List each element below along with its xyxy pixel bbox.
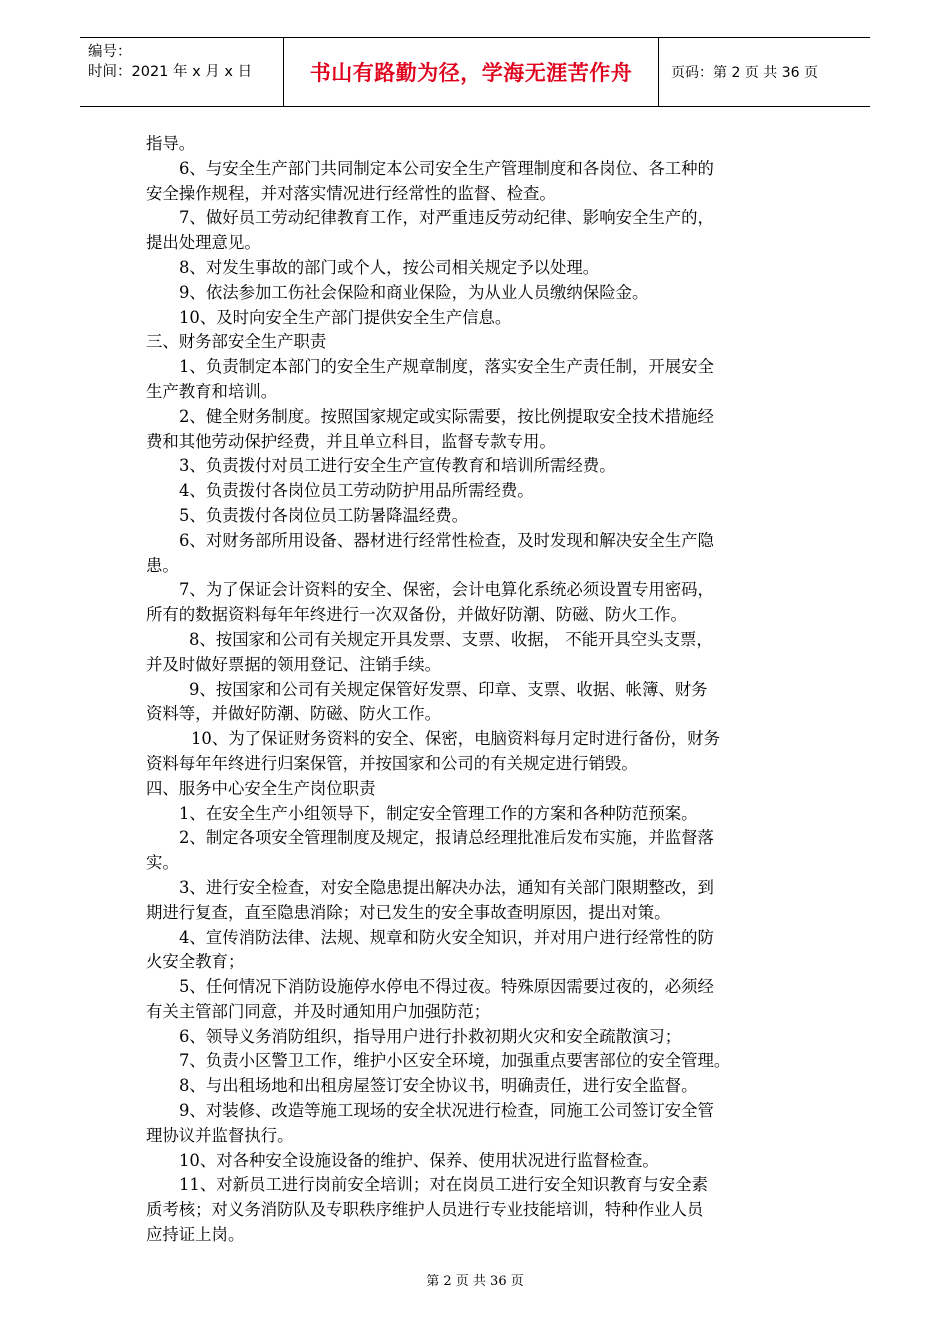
header-meta — [80, 38, 283, 106]
text-line: 4、负责拨付各岗位员工劳动防护用品所需经费。 — [179, 481, 534, 501]
text-line: 实。 — [146, 853, 179, 873]
text-line: 所有的数据资料每年年终进行一次双备份，并做好防潮、防磁、防火工作。 — [146, 605, 687, 625]
text-line: 9、按国家和公司有关规定保管好发票、印章、支票、收据、帐簿、财务 — [189, 679, 708, 699]
text-line: 期进行复查，直至隐患消除；对已发生的安全事故查明原因，提出对策。 — [146, 902, 671, 922]
text-line: 有关主管部门同意，并及时通知用户加强防范； — [146, 1001, 491, 1021]
text-line: 三、财务部安全生产职责 — [146, 332, 327, 352]
page-footer: 第 2 页 共 36 页 — [426, 1274, 524, 1289]
text-line: 提出处理意见。 — [146, 233, 261, 253]
text-line: 4、宣传消防法律、法规、规章和防火安全知识，并对用户进行经常性的防 — [179, 927, 714, 947]
text-line: 3、进行安全检查，对安全隐患提出解决办法，通知有关部门限期整改，到 — [179, 877, 714, 897]
text-line: 10、及时向安全生产部门提供安全生产信息。 — [179, 307, 512, 327]
text-line: 理协议并监督执行。 — [146, 1125, 294, 1145]
text-line: 3、负责拨付对员工进行安全生产宣传教育和培训所需经费。 — [179, 456, 616, 476]
text-line: 四、服务中心安全生产岗位职责 — [146, 778, 376, 798]
text-line: 11、对新员工进行岗前安全培训；对在岗员工进行安全知识教育与安全素 — [179, 1175, 708, 1195]
text-line: 10、为了保证财务资料的安全、保密，电脑资料每月定时进行备份，财务 — [191, 729, 720, 749]
text-line: 生产教育和培训。 — [146, 381, 278, 401]
text-line: 9、对装修、改造等施工现场的安全状况进行检查，同施工公司签订安全管 — [179, 1101, 714, 1121]
text-line: 6、对财务部所用设备、器材进行经常性检查，及时发现和解决安全生产隐 — [179, 530, 714, 550]
text-line: 资料每年年终进行归案保管，并按国家和公司的有关规定进行销毁。 — [146, 753, 638, 773]
header-motto: 书山有路勤为径，学海无涯苦作舟 — [283, 38, 659, 106]
text-line: 资料等，并做好防潮、防磁、防火工作。 — [146, 704, 442, 724]
text-line: 8、对发生事故的部门或个人，按公司相关规定予以处理。 — [179, 257, 600, 277]
text-line: 8、按国家和公司有关规定开具发票、支票、收据， 不能开具空头支票， — [189, 629, 713, 649]
text-line: 安全操作规程，并对落实情况进行经常性的监督、检查。 — [146, 183, 556, 203]
text-line: 患。 — [146, 555, 179, 575]
number-label: 编号： — [88, 44, 132, 60]
text-line: 7、负责小区警卫工作，维护小区安全环境，加强重点要害部位的安全管理。 — [179, 1051, 731, 1071]
text-line: 9、依法参加工伤社会保险和商业保险，为从业人员缴纳保险金。 — [179, 282, 649, 302]
text-line: 应持证上岗。 — [146, 1225, 245, 1245]
text-line: 火安全教育； — [146, 952, 245, 972]
text-line: 费和其他劳动保护经费，并且单立科目，监督专款专用。 — [146, 431, 556, 451]
text-line: 6、与安全生产部门共同制定本公司安全生产管理制度和各岗位、各工种的 — [179, 158, 714, 178]
document-body — [146, 132, 810, 1248]
text-line: 5、任何情况下消防设施停水停电不得过夜。特殊原因需要过夜的，必须经 — [179, 977, 714, 997]
text-line: 1、负责制定本部门的安全生产规章制度，落实安全生产责任制，开展安全 — [179, 357, 714, 377]
text-line: 质考核；对义务消防队及专职秩序维护人员进行专业技能培训，特种作业人员 — [146, 1200, 704, 1220]
text-line: 7、做好员工劳动纪律教育工作，对严重违反劳动纪律、影响安全生产的， — [179, 208, 714, 228]
text-line: 并及时做好票据的领用登记、注销手续。 — [146, 654, 442, 674]
header-page-info: 页码：第 2 页 共 36 页 — [671, 65, 818, 81]
text-line: 8、与出租场地和出租房屋签订安全协议书，明确责任，进行安全监督。 — [179, 1076, 698, 1096]
time-label: 时间：2021 年 x 月 x 日 — [88, 64, 253, 80]
text-line: 6、领导义务消防组织，指导用户进行扑救初期火灾和安全疏散演习； — [179, 1026, 682, 1046]
text-line: 2、制定各项安全管理制度及规定，报请总经理批准后发布实施，并监督落 — [179, 828, 714, 848]
text-line: 10、对各种安全设施设备的维护、保养、使用状况进行监督检查。 — [179, 1150, 659, 1170]
page-header — [80, 37, 870, 107]
text-line: 1、在安全生产小组领导下，制定安全管理工作的方案和各种防范预案。 — [179, 803, 698, 823]
text-line: 7、为了保证会计资料的安全、保密，会计电算化系统必须设置专用密码， — [179, 580, 714, 600]
text-line: 2、健全财务制度。按照国家规定或实际需要，按比例提取安全技术措施经 — [179, 406, 714, 426]
text-line: 5、负责拨付各岗位员工防暑降温经费。 — [179, 505, 469, 525]
text-line: 指导。 — [146, 134, 196, 153]
